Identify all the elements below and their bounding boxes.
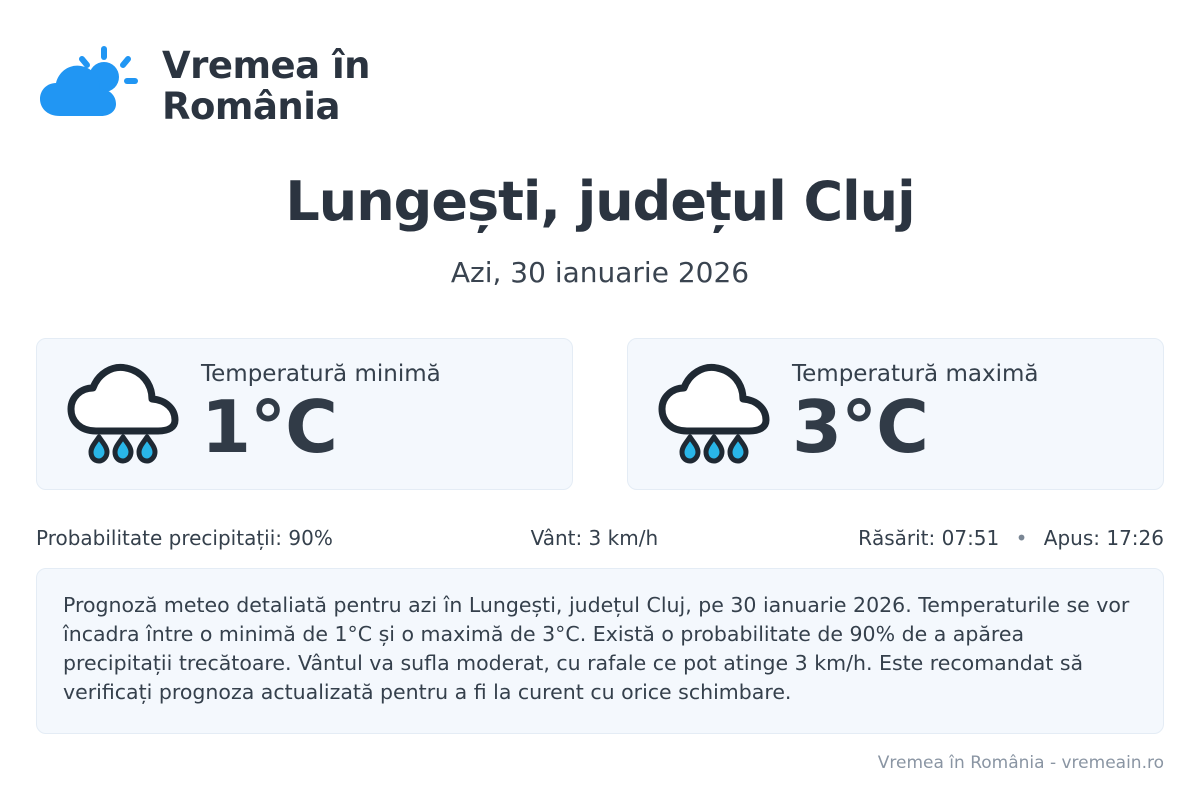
- forecast-description-panel: [36, 568, 1164, 734]
- temperature-min-card: [36, 338, 573, 490]
- temperature-max-card: [627, 338, 1164, 490]
- rain-cloud-icon: [654, 359, 774, 469]
- page-title: Lungești, județul Cluj: [285, 170, 915, 233]
- stat-separator: •: [1015, 526, 1028, 550]
- temperature-max-value: 3°C: [792, 385, 928, 470]
- brand-title: Vremea în România: [162, 43, 370, 128]
- sunrise-value: Răsărit: 07:51: [858, 526, 1000, 550]
- temperature-cards: [36, 338, 1164, 490]
- sun-behind-cloud-icon: [36, 44, 140, 128]
- forecast-description-text: Prognoză meteo detaliată pentru azi în Lungești, județul Cluj, pe 30 ianuarie 2026. Temperaturile se vor încadra între o minimă de 1°C și o maximă de 3°C. Există o probabilitate de 90% de a apărea precipitații trecătoare. Vântul va sufla moderat, cu rafale ce pot atinge 3 km/h. Este recomandat să verificați prognoza actualizată pentru a fi la curent cu orice schimbare.: [63, 593, 1130, 705]
- wind-stat: Vânt: 3 km/h: [530, 526, 659, 550]
- temperature-max-label: Temperatură maximă: [792, 361, 1039, 388]
- footer-credit: Vremea în România - vremeain.ro: [877, 753, 1164, 773]
- date-subtitle: Azi, 30 ianuarie 2026: [450, 256, 750, 289]
- precipitation-stat: Probabilitate precipitații: 90%: [36, 526, 333, 550]
- brand-header: [36, 0, 1164, 128]
- sun-times-stat: [780, 526, 1164, 550]
- rain-cloud-icon: [63, 359, 183, 469]
- stats-row: [36, 526, 1164, 550]
- temperature-min-label: Temperatură minimă: [201, 361, 441, 388]
- sunset-value: Apus: 17:26: [1043, 526, 1164, 550]
- temperature-min-value: 1°C: [201, 385, 337, 470]
